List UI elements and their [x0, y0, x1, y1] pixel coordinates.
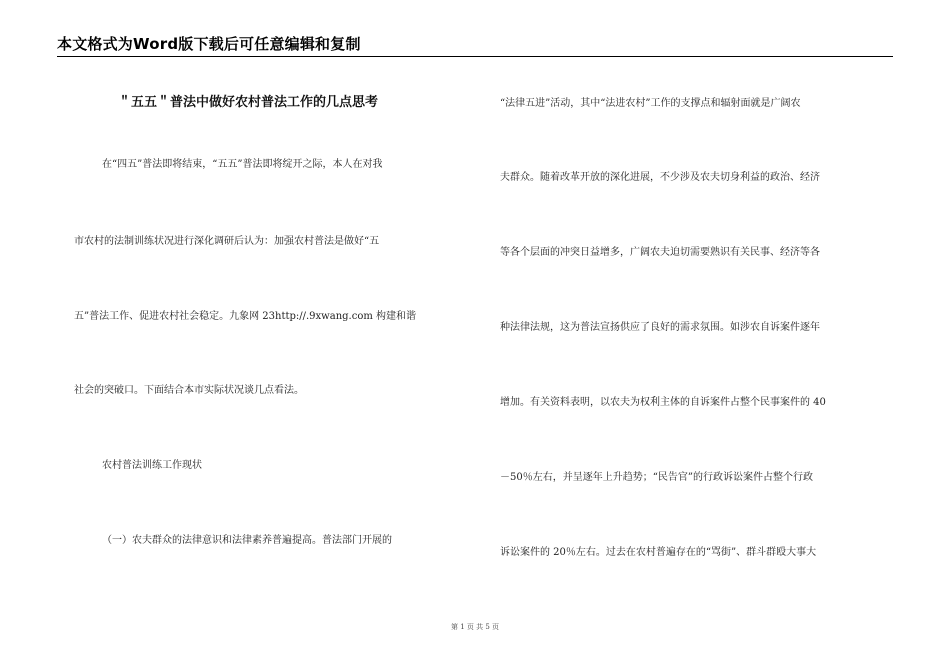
paragraph-line: 市农村的法制训练状况进行深化调研后认为：加强农村普法是做好“五 [74, 236, 380, 247]
paragraph-line: 五”普法工作、促进农村社会稳定。九象网 23http://.9xwang.com 构建和谐 [74, 311, 417, 322]
header-divider [57, 56, 893, 57]
paragraph-line: 诉讼案件的 20％左右。过去在农村普遍存在的“骂街”、群斗群殴大事大 [500, 547, 817, 558]
paragraph-line: －50％左右，并呈逐年上升趋势；“民告官”的行政诉讼案件占整个行政 [500, 472, 813, 483]
section-heading: 农村普法训练工作现状 [102, 460, 202, 471]
page-number: 第 1 页 共 5 页 [450, 623, 500, 631]
paragraph-line: 增加。有关资料表明，以农夫为权利主体的自诉案件占整个民事案件的 40 [500, 397, 826, 408]
paragraph-line: 夫群众。随着改革开放的深化进展，不少涉及农夫切身利益的政治、经济 [500, 172, 820, 183]
paragraph-line: 社会的突破口。下面结合本市实际状况谈几点看法。 [74, 385, 304, 396]
document-banner: 本文格式为Word版下载后可任意编辑和复制 [57, 35, 361, 53]
paragraph-line: 种法律法规，这为普法宣扬供应了良好的需求氛围。如涉农自诉案件逐年 [500, 322, 820, 333]
paragraph-line: （一）农夫群众的法律意识和法律素养普遍提高。普法部门开展的 [102, 535, 392, 546]
paragraph-line: 等各个层面的冲突日益增多，广阔农夫迫切需要熟识有关民事、经济等各 [500, 247, 820, 258]
paragraph-line: 在“四五”普法即将结束，“五五”普法即将绽开之际，本人在对我 [102, 159, 383, 170]
document-title: ＂五五＂普法中做好农村普法工作的几点思考 [118, 95, 379, 110]
paragraph-line: “法律五进”活动，其中“法进农村”工作的支撑点和辐射面就是广阔农 [500, 98, 801, 109]
